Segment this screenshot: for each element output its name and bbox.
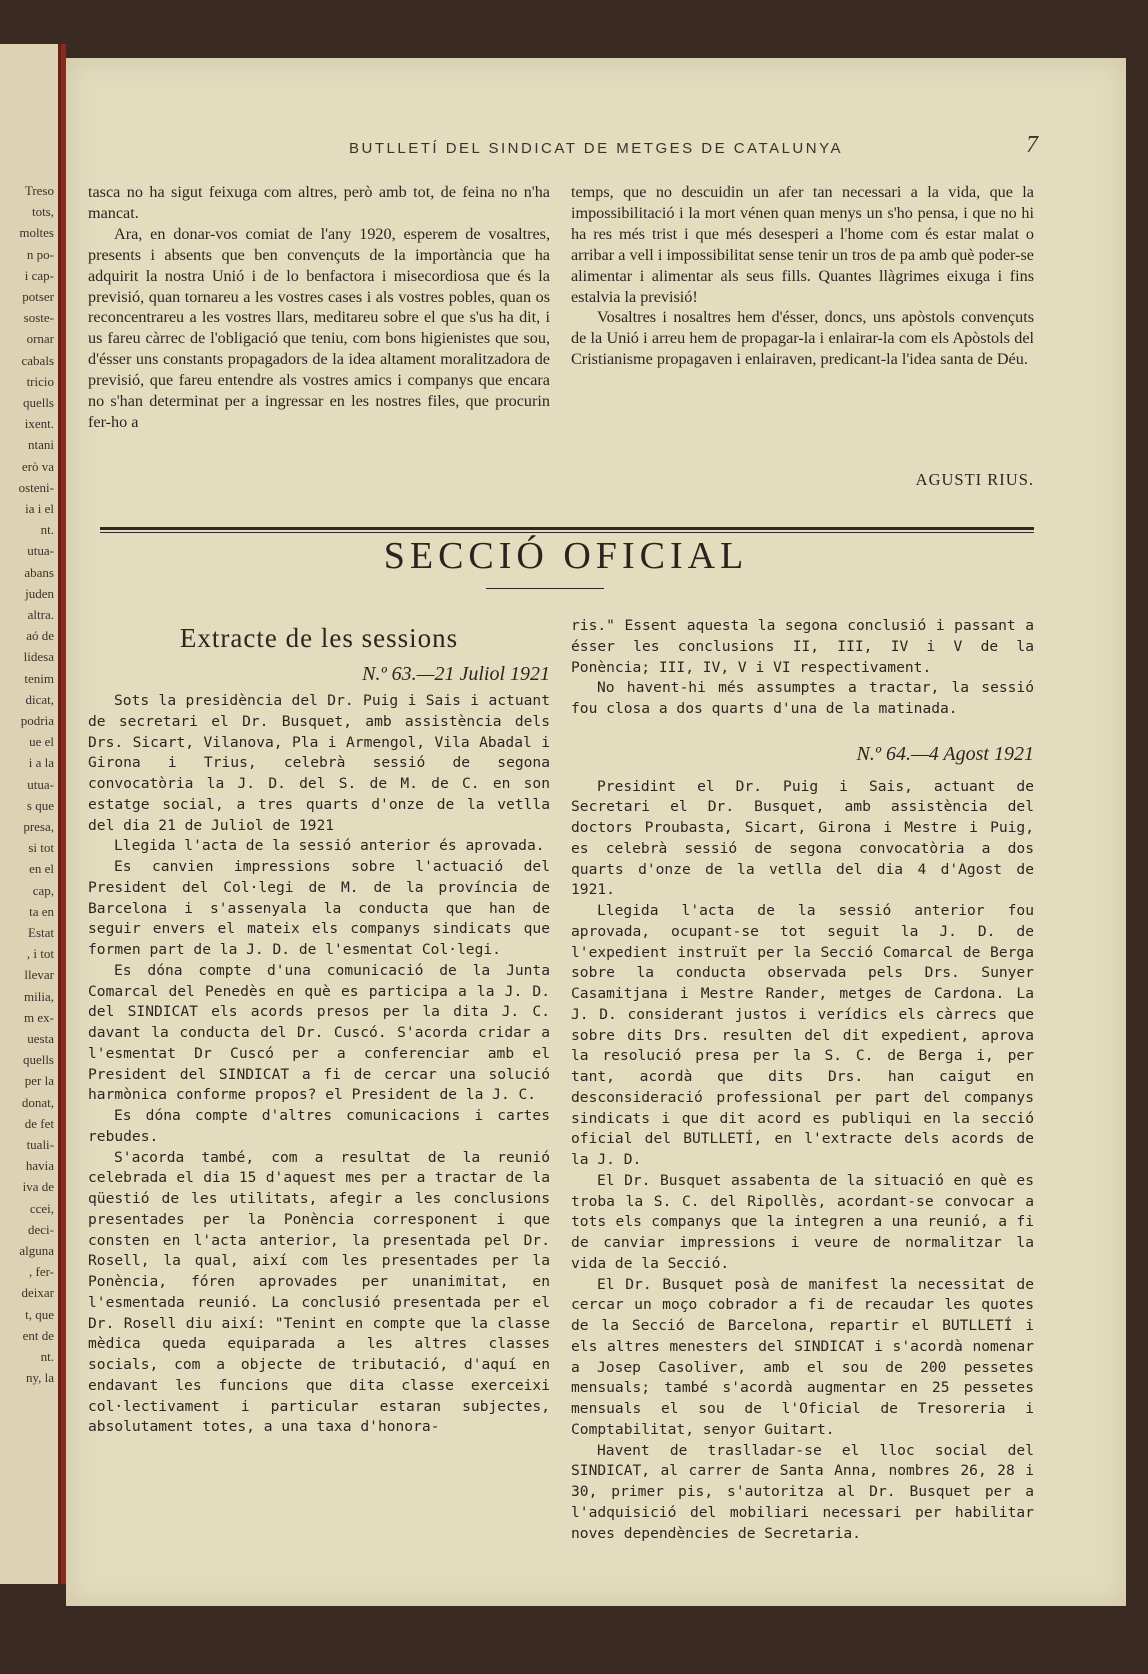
divider-thin [100,532,1034,533]
previous-page-fragment: de fet [24,1115,54,1131]
previous-page-fragment: alguna [19,1243,54,1258]
previous-page-fragment: per la [24,1073,54,1089]
divider-thick [100,527,1034,530]
signature: AGUSTI RIUS. [915,470,1034,489]
paragraph: Llegida l'acta de la sessió anterior és aprovada. [114,837,545,855]
previous-page-fragment: n po- [26,246,54,262]
paragraph: No havent-hi més assumptes a tractar, la sessió fou closa a dos quarts d'una de la matinada. [571,679,1034,717]
paragraph: S'acorda també, com a resultat de la reunió celebrada el dia 15 d'aquest mes per a tractar de la qüestió de les utilitats, afegir a les conclusions presentades per la Ponència corresponent i que consten en l'acta anterior, la presentada pel Dr. Rosell, la qual, així com les presentades per la Ponència, fóren aprovades per unanimitat, en l'esmentada reunió. La conclusió presentada per el Dr. Rosell diu així: "Tenint en compte que la classe mèdica queda equiparada a les altres classes socials, com a objecte de tributació, d'aquí en endavant les funcions que dita classe exerceixi col·lectivament i particular estaran subjectes, absolutament totes, a una taxa d'honora- [88,1148,550,1436]
previous-page-fragment: iva de [22,1179,54,1195]
paragraph: Es canvien impressions sobre l'actuació del President del Col·legi de M. de la província de Barcelona i s'assenyala la conducta que han de seguir envers el mateix els companys sindicats que formen part de la J. D. de l'esmentat Col·legi. [88,858,550,958]
top-column-right [571,182,1034,370]
previous-page-fragment: cabals [21,352,54,368]
sessions-column-left [88,691,550,1438]
paragraph: ris." Essent aquesta la segona conclusió i passant a ésser les conclusions II, III, IV i V de la Ponència; III, IV, V i VI respectivament. [571,617,1034,676]
previous-page-fragment: ta en [29,903,54,919]
previous-page-fragment: podria [20,713,54,728]
previous-page-fragment: presa, [23,819,54,834]
previous-page-fragment: tricio [26,373,54,389]
previous-page-fragment: lidesa [23,649,54,665]
title-underline [486,588,604,589]
previous-page-fragment: utua- [27,776,54,792]
previous-page-fragment: erò va [21,458,54,474]
previous-page-fragment: deixar [21,1285,54,1301]
previous-page-fragment: milia, [24,988,54,1004]
previous-page-edge [0,44,61,1584]
paragraph: Es dóna compte d'una comunicació de la Junta Comarcal del Penedès en què es participa a la J. D. del SINDICAT els acords presos per la dita J. C. davant la conducta del Dr. Cuscó. S'acorda cridar a l'esmentat Dr Cuscó per a conferenciar amb el President del SINDICAT a fi de cercar una solució harmònica conforme propos? el President de la J. C. [88,961,550,1104]
previous-page-fragment: ornar [26,331,54,347]
paragraph: Vosaltres i nosaltres hem d'ésser, doncs, uns apòstols convençuts de la Unió i arreu hem de propagar-la i enlairar-la com els Apòstols del Cristianisme propagaven i enlairaven, predicant-la l'idea santa de Déu. [571,308,1034,369]
previous-page-fragment: uesta [27,1031,54,1046]
running-title: BUTLLETÍ DEL SINDICAT DE METGES DE CATALUNYA [349,140,843,157]
previous-page-fragment: tots, [31,204,54,220]
paragraph: Presidint el Dr. Puig i Sais, actuant de Secretari el Dr. Busquet, amb assistència del doctors Proubasta, Sicart, Girona i Mestre i Puig, es celebrà sessió de segona convocatòria a dos quarts d'onze de la vetlla del dia 4 d'Agost de 1921. [571,777,1034,899]
paragraph: Sots la presidència del Dr. Puig i Sais i actuant de secretari el Dr. Busquet, amb assistència dels Drs. Sicart, Vilanova, Pla i Armengol, Vila Abadal i Girona i Trius, celebrà sessió de segona convocatòria la J. D. del S. de M. de C. en son estatge social, a tres quarts d'onze de la vetlla del dia 21 de Juliol de 1921 [88,692,550,834]
sessions-heading: Extracte de les sessions [179,623,459,653]
previous-page-fragment: soste- [23,310,54,326]
previous-page-fragment: en el [29,861,54,877]
previous-page-fragment: abans [24,564,54,580]
previous-page-fragment: aó de [26,628,54,644]
previous-page-fragment: ia i el [25,501,54,516]
previous-page-fragment: ccei, [29,1200,54,1216]
previous-page-fragment: Estat [28,925,54,940]
paragraph: tasca no ha sigut feixuga com altres, però amb tot, de feina no n'ha mancat. [88,183,550,222]
paragraph: Es dóna compte d'altres comunicacions i cartes rebudes. [88,1107,550,1145]
previous-page-fragment: osteni- [18,479,54,495]
sessions-column-right [571,616,1034,1544]
session-number-63: N.º 63.—21 Juliol 1921 [362,663,550,685]
previous-page-fragment: ixent. [24,416,54,432]
previous-page-fragment: havia [25,1158,54,1174]
previous-page-fragment: altra. [27,607,54,622]
previous-page-fragment: deci- [28,1221,54,1237]
paragraph: Havent de traslladar-se el lloc social del SINDICAT, al carrer de Santa Anna, nombres 26, 28 i 30, primer pis, s'autoritza al Dr. Busquet per a l'adquisició del mobiliari necessari per habilitar noves dependències de Secretaria. [571,1441,1034,1542]
previous-page-fragment: m ex- [24,1009,54,1025]
previous-page-fragment: s que [26,797,54,813]
journal-page [66,58,1126,1606]
previous-page-fragment: quells [22,1052,54,1068]
paragraph: Ara, en donar-vos comiat de l'any 1920, esperem de vosaltres, presents i absents que ben convençuts de la importància que ha adquirit la nostra Unió i de lo benfactora i misecordiosa que és la previsió, quan tornareu a les vostres cases i als vostres pobles, quan os reconcentrareu a les vostres llars, meditareu sobre el que s'us ha dit, i us fareu càrrec de l'obligació que teniu, com bons higienistes que sou, d'ésser uns constants propagadors de la idea altament moralitzadora de previsió, que fareu entendre als vostres amics i companys que encara no s'han determinat per a ingressar en les nostres files, que procurin fer-ho a [88,224,550,431]
previous-page-fragment: quells [22,395,54,410]
previous-page-fragment: Treso [24,183,54,198]
previous-page-fragment: cap, [32,882,54,898]
previous-page-fragment: llevar [24,967,54,983]
previous-page-fragment: tuali- [26,1137,54,1152]
previous-page-fragment: si tot [28,840,54,856]
paragraph: El Dr. Busquet assabenta de la situació en què es troba la S. C. del Ripollès, acordant-se convocar a tots els companys que la integren a una reunió, a fi de canviar impressions i veure de normalitzar la vida de la Secció. [571,1171,1034,1272]
previous-page-fragment: ue el [29,734,54,750]
previous-page-fragment: juden [25,585,54,601]
previous-page-fragment: moltes [19,225,54,241]
paragraph: El Dr. Busquet posà de manifest la necessitat de cercar un moço cobrador a fi de recaudar les quotes de la Secció de Barcelona, repartir el BUTLLETÍ i els altres menesters del SINDICAT i s'acordà nomenar a Josep Casoliver, amb el sou de 200 pessetes mensuals; també s'acordà augmentar en 25 pessetes mensuals el sou de l'Oficial de Tresoreria i Comptabilitat, senyor Guitart. [571,1275,1034,1438]
previous-page-fragment: , i tot [26,946,54,962]
previous-page-fragment: ntani [28,437,54,453]
previous-page-fragment: t, que [25,1306,54,1322]
previous-page-fragment: nt. [40,1349,54,1364]
previous-page-fragment: i cap- [24,267,54,283]
top-column-left [88,182,550,433]
page-number: 7 [1026,132,1038,158]
previous-page-fragment: donat, [21,1094,54,1110]
previous-page-fragment: potser [22,289,54,304]
paragraph: Llegida l'acta de la sessió anterior fou aprovada, ocupant-se tot seguit la J. D. de l'expedient instruït per la Secció Comarcal de Berga sobre la conducta observada pels Drs. Sunyer Casamitjana i Mestre Rander, metges de Cardona. La J. D. considerant justos i verídics els càrrecs que sobre dits Drs. resulten del dit expedient, aprova la resolució presa per la S. C. de Berga i, per tant, acordà que dits Drs. han caigut en desconsideració professional per part del companys sindicats i que dit acord es publiqui en la secció oficial del BUTLLETÍ, en l'extracte dels acords de la J. D. [571,902,1034,1168]
paragraph: temps, que no descuidin un afer tan necessari a la vida, que la impossibilitació i la mort vénen quan menys un s'ho pensa, i que no hi ha res més trist i que més desesperi a l'home com és estar malat o arribar a vell i impossibilitat sense tenir un tros de pa amb què poder-se alimentar i alimentar als seus fills. Quantes llàgrimes eixuga i fins estalvia la previsió! [571,183,1034,306]
previous-page-fragment: dicat, [25,691,54,707]
previous-page-fragment: ent de [22,1327,54,1343]
session-number-64: N.º 64.—4 Agost 1921 [856,742,1034,765]
previous-page-fragment: i a la [28,755,54,771]
previous-page-fragment: nt. [40,522,54,538]
previous-page-fragment: utua- [27,543,54,559]
previous-page-fragment: tenim [24,670,54,686]
section-title: SECCIÓ OFICIAL [383,535,749,577]
previous-page-fragment: , fer- [29,1264,54,1280]
previous-page-fragment: ny, la [25,1370,54,1386]
